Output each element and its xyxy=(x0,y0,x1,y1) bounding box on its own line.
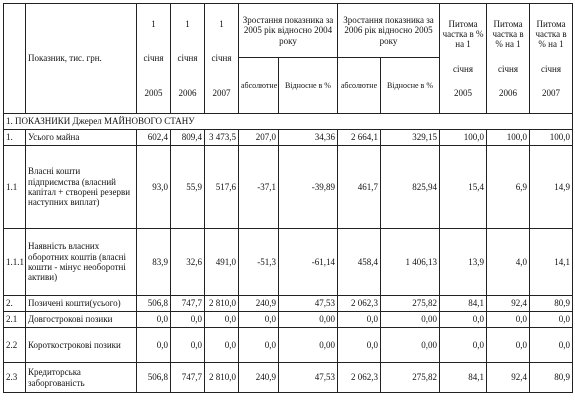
header-growth-2005: Зростання показника за 2005 рік відносно 2004 року xyxy=(239,4,338,58)
cell-rel-2006: 0,00 xyxy=(381,328,440,363)
cell-value-2006: 55,9 xyxy=(171,146,205,229)
cell-value-2005: 602,4 xyxy=(137,130,171,146)
cell-value-2007: 0,0 xyxy=(205,328,239,363)
cell-abs-2005: 0,0 xyxy=(239,312,279,328)
table-row xyxy=(4,296,573,312)
header-date-month: січня xyxy=(143,53,164,64)
cell-share-2005: 84,1 xyxy=(440,296,487,312)
cell-abs-2006: 2 664,1 xyxy=(338,130,381,146)
cell-abs-2005: -37,1 xyxy=(239,146,279,229)
row-code: 1.1 xyxy=(4,146,26,229)
header-relative-2006: Відносне в % xyxy=(381,58,440,114)
row-code: 2. xyxy=(4,296,26,312)
cell-value-2007: 2 810,0 xyxy=(205,296,239,312)
row-code: 2.1 xyxy=(4,312,26,328)
row-indicator: Короткострокові позики xyxy=(26,328,137,363)
row-indicator: Власні кошти підприємства (власний капітал + створені резерви наступних виплат) xyxy=(26,146,137,229)
cell-share-2005: 0,0 xyxy=(440,328,487,363)
table-row xyxy=(4,363,573,393)
cell-rel-2006: 329,15 xyxy=(381,130,440,146)
cell-abs-2006: 2 062,3 xyxy=(338,363,381,393)
cell-abs-2006: 458,4 xyxy=(338,229,381,296)
header-row xyxy=(4,4,573,58)
header-date-year: 2006 xyxy=(178,88,197,99)
header-share-2007 xyxy=(530,4,573,114)
section-title: 1. ПОКАЗНИКИ Джерел МАЙНОВОГО СТАНУ xyxy=(4,114,573,130)
header-share-month: січня xyxy=(541,63,562,74)
cell-share-2006: 92,4 xyxy=(487,363,530,393)
cell-share-2007: 0,0 xyxy=(530,328,573,363)
cell-rel-2005: -39,89 xyxy=(279,146,338,229)
header-relative-2005: Відносне в % xyxy=(279,58,338,114)
section-row xyxy=(4,114,573,130)
cell-value-2005: 93,0 xyxy=(137,146,171,229)
cell-share-2006: 4,0 xyxy=(487,229,530,296)
cell-abs-2006: 0,0 xyxy=(338,312,381,328)
row-indicator: Позичені кошти(усього) xyxy=(26,296,137,312)
cell-share-2006: 0,0 xyxy=(487,328,530,363)
cell-rel-2005: 0,00 xyxy=(279,328,338,363)
header-growth-2006: Зростання показника за 2006 рік відносно 2005 року xyxy=(338,4,440,58)
cell-rel-2005: 0,00 xyxy=(279,312,338,328)
cell-rel-2006: 0,00 xyxy=(381,312,440,328)
header-code-cell xyxy=(4,4,26,114)
cell-share-2007: 0,0 xyxy=(530,312,573,328)
header-indicator: Показник, тис. грн. xyxy=(26,4,137,114)
cell-abs-2006: 0,0 xyxy=(338,328,381,363)
cell-value-2006: 747,7 xyxy=(171,363,205,393)
header-share-2005 xyxy=(440,4,487,114)
header-date-day: 1 xyxy=(151,18,156,29)
row-code: 2.3 xyxy=(4,363,26,393)
cell-abs-2005: 240,9 xyxy=(239,363,279,393)
header-absolute-2005: абсолютне xyxy=(239,58,279,114)
cell-abs-2005: 0,0 xyxy=(239,328,279,363)
cell-rel-2006: 275,82 xyxy=(381,363,440,393)
header-share-month: січня xyxy=(453,63,474,74)
cell-rel-2006: 825,94 xyxy=(381,146,440,229)
cell-share-2005: 15,4 xyxy=(440,146,487,229)
header-absolute-2006: абсолютне xyxy=(338,58,381,114)
header-share-year: 2005 xyxy=(454,88,473,99)
header-share-label: Питома частка в % на 1 xyxy=(492,18,524,50)
cell-value-2007: 491,0 xyxy=(205,229,239,296)
cell-value-2006: 32,6 xyxy=(171,229,205,296)
cell-abs-2006: 461,7 xyxy=(338,146,381,229)
cell-value-2006: 0,0 xyxy=(171,312,205,328)
cell-value-2005: 506,8 xyxy=(137,363,171,393)
header-share-2006 xyxy=(487,4,530,114)
financial-table xyxy=(3,3,573,393)
cell-value-2007: 3 473,5 xyxy=(205,130,239,146)
row-code: 1.1.1 xyxy=(4,229,26,296)
cell-value-2007: 517,6 xyxy=(205,146,239,229)
header-share-year: 2006 xyxy=(499,88,518,99)
header-date-year: 2007 xyxy=(212,88,231,99)
cell-share-2007: 80,9 xyxy=(530,296,573,312)
cell-rel-2005: -61,14 xyxy=(279,229,338,296)
table-row xyxy=(4,312,573,328)
table-row xyxy=(4,146,573,229)
cell-value-2007: 2 810,0 xyxy=(205,363,239,393)
cell-share-2007: 14,9 xyxy=(530,146,573,229)
cell-rel-2005: 34,36 xyxy=(279,130,338,146)
cell-value-2005: 83,9 xyxy=(137,229,171,296)
cell-value-2006: 0,0 xyxy=(171,328,205,363)
table-row xyxy=(4,328,573,363)
header-date-day: 1 xyxy=(185,18,190,29)
cell-abs-2005: 207,0 xyxy=(239,130,279,146)
cell-value-2006: 809,4 xyxy=(171,130,205,146)
cell-share-2005: 84,1 xyxy=(440,363,487,393)
header-date-2006 xyxy=(171,4,205,114)
row-indicator: Довгострокові позики xyxy=(26,312,137,328)
cell-abs-2005: -51,3 xyxy=(239,229,279,296)
cell-rel-2005: 47,53 xyxy=(279,296,338,312)
header-date-month: січня xyxy=(177,53,198,64)
header-date-2007 xyxy=(205,4,239,114)
table-row xyxy=(4,130,573,146)
header-date-day: 1 xyxy=(219,18,224,29)
header-date-year: 2005 xyxy=(144,88,163,99)
header-share-label: Питома частка в % на 1 xyxy=(442,18,484,50)
row-code: 1. xyxy=(4,130,26,146)
cell-share-2007: 80,9 xyxy=(530,363,573,393)
row-indicator: Усього майна xyxy=(26,130,137,146)
header-date-month: січня xyxy=(211,53,232,64)
cell-abs-2006: 2 062,3 xyxy=(338,296,381,312)
cell-abs-2005: 240,9 xyxy=(239,296,279,312)
cell-rel-2005: 47,53 xyxy=(279,363,338,393)
cell-value-2005: 0,0 xyxy=(137,328,171,363)
header-share-label: Питома частка в % на 1 xyxy=(535,18,567,50)
cell-share-2005: 13,9 xyxy=(440,229,487,296)
header-share-month: січня xyxy=(498,63,519,74)
cell-share-2007: 14,1 xyxy=(530,229,573,296)
cell-share-2006: 6,9 xyxy=(487,146,530,229)
header-share-year: 2007 xyxy=(542,88,561,99)
cell-share-2005: 0,0 xyxy=(440,312,487,328)
row-indicator: Кредиторська заборгованість xyxy=(26,363,137,393)
cell-value-2007: 0,0 xyxy=(205,312,239,328)
cell-value-2006: 747,7 xyxy=(171,296,205,312)
cell-share-2007: 100,0 xyxy=(530,130,573,146)
row-indicator: Наявність власних оборотних коштів (власні кошти - мінус необоротні активи) xyxy=(26,229,137,296)
cell-rel-2006: 275,82 xyxy=(381,296,440,312)
cell-share-2006: 92,4 xyxy=(487,296,530,312)
cell-value-2005: 0,0 xyxy=(137,312,171,328)
cell-value-2005: 506,8 xyxy=(137,296,171,312)
cell-share-2005: 100,0 xyxy=(440,130,487,146)
cell-share-2006: 100,0 xyxy=(487,130,530,146)
cell-share-2006: 0,0 xyxy=(487,312,530,328)
row-code: 2.2 xyxy=(4,328,26,363)
header-date-2005 xyxy=(137,4,171,114)
cell-rel-2006: 1 406,13 xyxy=(381,229,440,296)
table-row xyxy=(4,229,573,296)
